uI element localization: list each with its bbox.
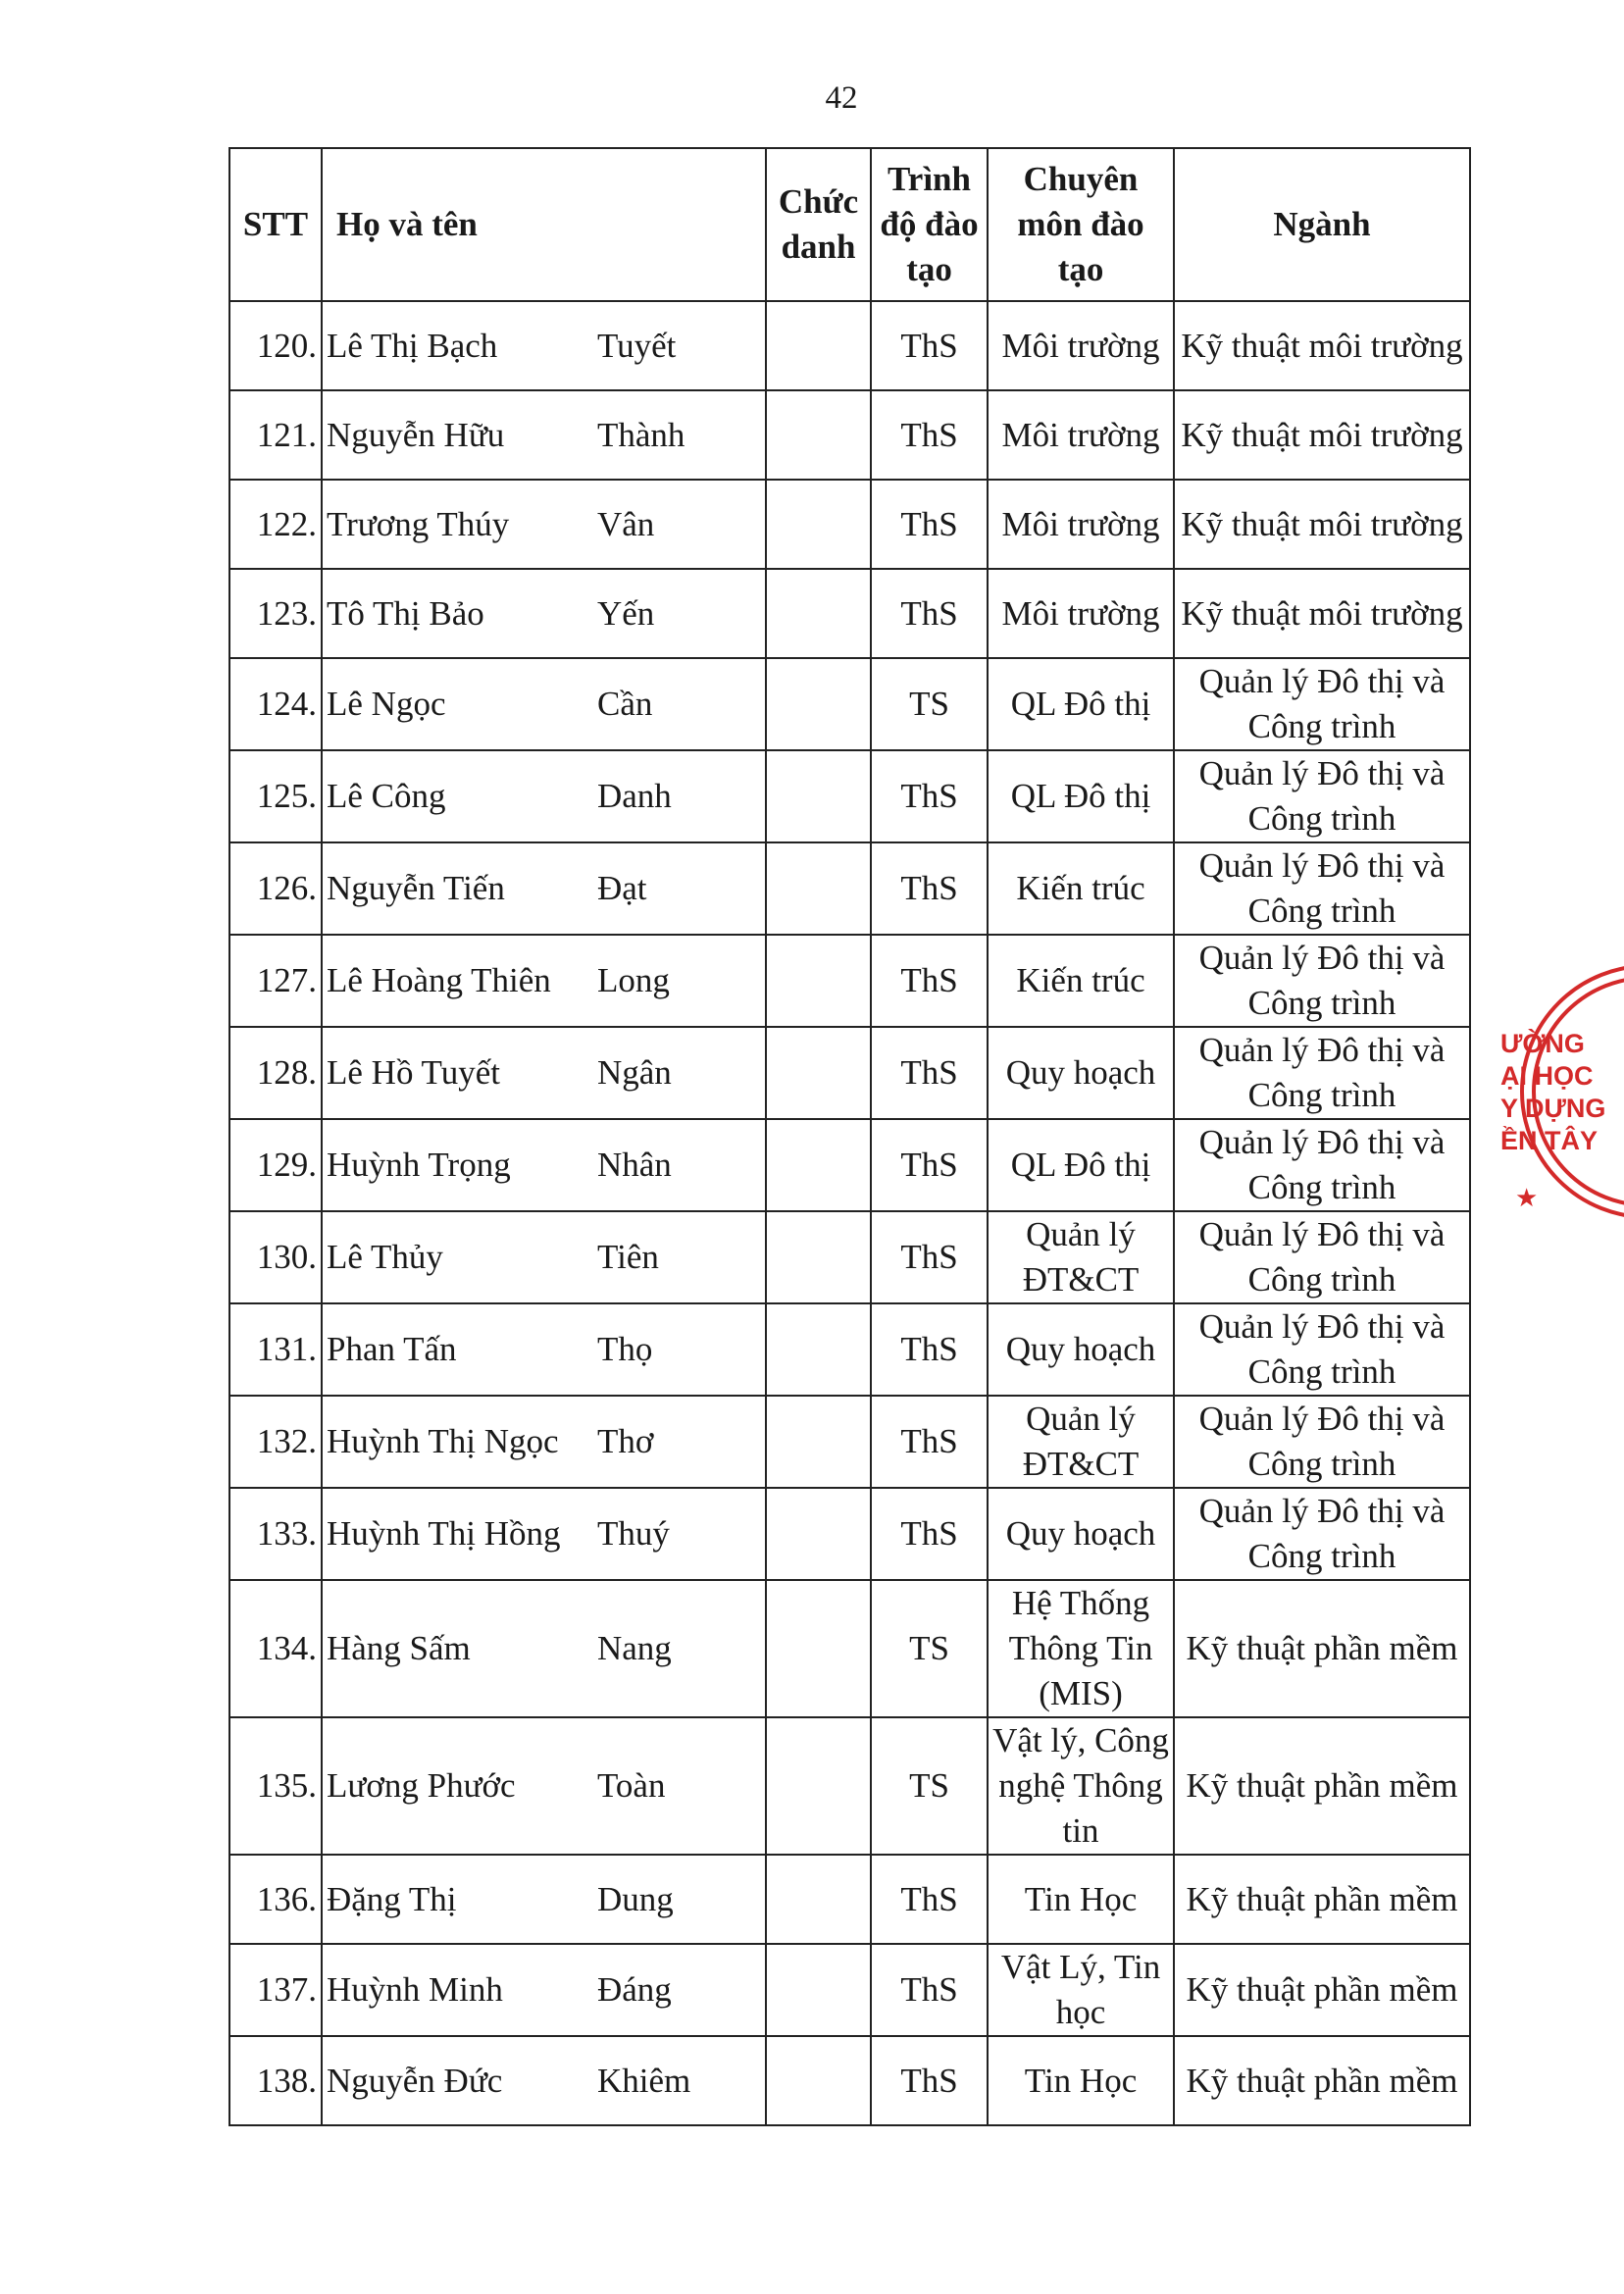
cell-major: Quản lý Đô thị và Công trình xyxy=(1174,842,1470,935)
cell-specialty: Vật Lý, Tin học xyxy=(988,1944,1174,2036)
cell-title xyxy=(766,390,871,480)
cell-given-name: Đạt xyxy=(593,842,766,935)
cell-specialty: QL Đô thị xyxy=(988,750,1174,842)
cell-specialty: Hệ Thống Thông Tin (MIS) xyxy=(988,1580,1174,1717)
cell-specialty: Quản lý ĐT&CT xyxy=(988,1211,1174,1303)
cell-title xyxy=(766,658,871,750)
table-row xyxy=(229,1717,1470,1855)
cell-major: Quản lý Đô thị và Công trình xyxy=(1174,750,1470,842)
cell-family-name: Lương Phước xyxy=(322,1717,593,1855)
cell-stt: 131. xyxy=(229,1303,322,1396)
cell-family-name: Huỳnh Thị Hồng xyxy=(322,1488,593,1580)
cell-major: Kỹ thuật phần mềm xyxy=(1174,2036,1470,2125)
cell-degree: TS xyxy=(871,658,988,750)
cell-major: Kỹ thuật môi trường xyxy=(1174,569,1470,658)
cell-stt: 132. xyxy=(229,1396,322,1488)
stamp-text-line: Y DỰNG xyxy=(1500,1094,1606,1123)
cell-stt: 134. xyxy=(229,1580,322,1717)
cell-specialty: QL Đô thị xyxy=(988,658,1174,750)
cell-major: Kỹ thuật phần mềm xyxy=(1174,1580,1470,1717)
cell-family-name: Nguyễn Đức xyxy=(322,2036,593,2125)
cell-specialty: Quy hoạch xyxy=(988,1303,1174,1396)
table-row xyxy=(229,1027,1470,1119)
cell-stt: 135. xyxy=(229,1717,322,1855)
cell-family-name: Phan Tấn xyxy=(322,1303,593,1396)
cell-family-name: Huỳnh Minh xyxy=(322,1944,593,2036)
table-row xyxy=(229,1488,1470,1580)
cell-given-name: Nhân xyxy=(593,1119,766,1211)
cell-major: Quản lý Đô thị và Công trình xyxy=(1174,1396,1470,1488)
cell-degree: ThS xyxy=(871,1488,988,1580)
cell-specialty: Quy hoạch xyxy=(988,1488,1174,1580)
cell-given-name: Long xyxy=(593,935,766,1027)
cell-title xyxy=(766,1944,871,2036)
cell-given-name: Tiên xyxy=(593,1211,766,1303)
cell-specialty: Tin Học xyxy=(988,2036,1174,2125)
table-row xyxy=(229,480,1470,569)
page-number: 42 xyxy=(825,80,858,116)
cell-stt: 128. xyxy=(229,1027,322,1119)
table-row xyxy=(229,935,1470,1027)
cell-major: Quản lý Đô thị và Công trình xyxy=(1174,935,1470,1027)
cell-specialty: Quy hoạch xyxy=(988,1027,1174,1119)
cell-specialty: Môi trường xyxy=(988,390,1174,480)
cell-major: Kỹ thuật môi trường xyxy=(1174,480,1470,569)
table-row xyxy=(229,1580,1470,1717)
cell-stt: 133. xyxy=(229,1488,322,1580)
cell-specialty: Kiến trúc xyxy=(988,842,1174,935)
cell-degree: ThS xyxy=(871,301,988,390)
header-specialty: Chuyên môn đào tạo xyxy=(988,148,1174,301)
cell-given-name: Thọ xyxy=(593,1303,766,1396)
stamp-text-line: ẠI HỌC xyxy=(1500,1061,1594,1091)
cell-stt: 137. xyxy=(229,1944,322,2036)
cell-degree: ThS xyxy=(871,750,988,842)
cell-stt: 130. xyxy=(229,1211,322,1303)
cell-title xyxy=(766,935,871,1027)
cell-family-name: Đặng Thị xyxy=(322,1855,593,1944)
header-degree: Trình độ đào tạo xyxy=(871,148,988,301)
cell-family-name: Lê Công xyxy=(322,750,593,842)
cell-family-name: Nguyễn Tiến xyxy=(322,842,593,935)
cell-given-name: Thuý xyxy=(593,1488,766,1580)
cell-degree: ThS xyxy=(871,480,988,569)
cell-stt: 127. xyxy=(229,935,322,1027)
cell-degree: ThS xyxy=(871,1211,988,1303)
cell-specialty: Môi trường xyxy=(988,301,1174,390)
cell-major: Kỹ thuật môi trường xyxy=(1174,390,1470,480)
cell-degree: ThS xyxy=(871,1855,988,1944)
cell-stt: 121. xyxy=(229,390,322,480)
cell-family-name: Lê Ngọc xyxy=(322,658,593,750)
cell-family-name: Huỳnh Trọng xyxy=(322,1119,593,1211)
cell-title xyxy=(766,480,871,569)
cell-family-name: Lê Hoàng Thiên xyxy=(322,935,593,1027)
table-row xyxy=(229,1944,1470,2036)
cell-degree: ThS xyxy=(871,842,988,935)
cell-title xyxy=(766,1717,871,1855)
cell-specialty: Vật lý, Công nghệ Thông tin xyxy=(988,1717,1174,1855)
cell-given-name: Toàn xyxy=(593,1717,766,1855)
cell-major: Kỹ thuật môi trường xyxy=(1174,301,1470,390)
cell-family-name: Trương Thúy xyxy=(322,480,593,569)
cell-major: Quản lý Đô thị và Công trình xyxy=(1174,1119,1470,1211)
cell-given-name: Thành xyxy=(593,390,766,480)
cell-major: Quản lý Đô thị và Công trình xyxy=(1174,1303,1470,1396)
stamp-text-line: ƯỜNG xyxy=(1500,1029,1585,1058)
cell-specialty: Môi trường xyxy=(988,480,1174,569)
cell-specialty: Quản lý ĐT&CT xyxy=(988,1396,1174,1488)
cell-title xyxy=(766,1027,871,1119)
cell-major: Kỹ thuật phần mềm xyxy=(1174,1855,1470,1944)
table-row xyxy=(229,842,1470,935)
header-row xyxy=(229,148,1470,301)
header-title: Chức danh xyxy=(766,148,871,301)
cell-degree: ThS xyxy=(871,2036,988,2125)
header-name: Họ và tên xyxy=(322,148,766,301)
cell-title xyxy=(766,842,871,935)
table-row xyxy=(229,390,1470,480)
table-row xyxy=(229,750,1470,842)
cell-given-name: Danh xyxy=(593,750,766,842)
cell-title xyxy=(766,569,871,658)
header-major: Ngành xyxy=(1174,148,1470,301)
cell-given-name: Đáng xyxy=(593,1944,766,2036)
cell-given-name: Dung xyxy=(593,1855,766,1944)
cell-stt: 123. xyxy=(229,569,322,658)
cell-specialty: Kiến trúc xyxy=(988,935,1174,1027)
cell-title xyxy=(766,1580,871,1717)
cell-family-name: Hàng Sấm xyxy=(322,1580,593,1717)
cell-stt: 136. xyxy=(229,1855,322,1944)
cell-specialty: Tin Học xyxy=(988,1855,1174,1944)
school-stamp xyxy=(1500,949,1624,1234)
cell-title xyxy=(766,1211,871,1303)
table-row xyxy=(229,1119,1470,1211)
cell-stt: 125. xyxy=(229,750,322,842)
cell-family-name: Huỳnh Thị Ngọc xyxy=(322,1396,593,1488)
cell-degree: ThS xyxy=(871,1119,988,1211)
table-row xyxy=(229,569,1470,658)
cell-stt: 126. xyxy=(229,842,322,935)
staff-table xyxy=(228,147,1471,2126)
stamp-text-line: ỀN TÂY xyxy=(1500,1126,1599,1155)
cell-given-name: Cần xyxy=(593,658,766,750)
header-stt: STT xyxy=(229,148,322,301)
cell-stt: 138. xyxy=(229,2036,322,2125)
table-row xyxy=(229,658,1470,750)
cell-given-name: Nang xyxy=(593,1580,766,1717)
svg-text:★: ★ xyxy=(1515,1184,1539,1212)
cell-specialty: Môi trường xyxy=(988,569,1174,658)
cell-stt: 124. xyxy=(229,658,322,750)
cell-major: Kỹ thuật phần mềm xyxy=(1174,1717,1470,1855)
table-row xyxy=(229,1396,1470,1488)
cell-title xyxy=(766,1488,871,1580)
cell-title xyxy=(766,301,871,390)
cell-degree: ThS xyxy=(871,1027,988,1119)
cell-family-name: Lê Hồ Tuyết xyxy=(322,1027,593,1119)
table-row xyxy=(229,1855,1470,1944)
cell-family-name: Lê Thị Bạch xyxy=(322,301,593,390)
cell-family-name: Lê Thủy xyxy=(322,1211,593,1303)
table-row xyxy=(229,1211,1470,1303)
cell-given-name: Thơ xyxy=(593,1396,766,1488)
table-row xyxy=(229,1303,1470,1396)
cell-degree: ThS xyxy=(871,1303,988,1396)
cell-degree: ThS xyxy=(871,390,988,480)
cell-major: Quản lý Đô thị và Công trình xyxy=(1174,1488,1470,1580)
cell-title xyxy=(766,2036,871,2125)
cell-degree: ThS xyxy=(871,1944,988,2036)
cell-degree: ThS xyxy=(871,569,988,658)
cell-degree: ThS xyxy=(871,1396,988,1488)
cell-major: Quản lý Đô thị và Công trình xyxy=(1174,1211,1470,1303)
cell-major: Quản lý Đô thị và Công trình xyxy=(1174,1027,1470,1119)
cell-title xyxy=(766,1855,871,1944)
cell-degree: ThS xyxy=(871,935,988,1027)
cell-stt: 120. xyxy=(229,301,322,390)
cell-family-name: Nguyễn Hữu xyxy=(322,390,593,480)
cell-degree: TS xyxy=(871,1717,988,1855)
cell-given-name: Khiêm xyxy=(593,2036,766,2125)
cell-specialty: QL Đô thị xyxy=(988,1119,1174,1211)
cell-given-name: Yến xyxy=(593,569,766,658)
cell-given-name: Tuyết xyxy=(593,301,766,390)
cell-stt: 122. xyxy=(229,480,322,569)
cell-title xyxy=(766,1119,871,1211)
cell-family-name: Tô Thị Bảo xyxy=(322,569,593,658)
cell-title xyxy=(766,1303,871,1396)
cell-title xyxy=(766,750,871,842)
cell-title xyxy=(766,1396,871,1488)
cell-major: Kỹ thuật phần mềm xyxy=(1174,1944,1470,2036)
cell-given-name: Ngân xyxy=(593,1027,766,1119)
cell-major: Quản lý Đô thị và Công trình xyxy=(1174,658,1470,750)
table-row xyxy=(229,2036,1470,2125)
cell-given-name: Vân xyxy=(593,480,766,569)
cell-degree: TS xyxy=(871,1580,988,1717)
table-row xyxy=(229,301,1470,390)
cell-stt: 129. xyxy=(229,1119,322,1211)
